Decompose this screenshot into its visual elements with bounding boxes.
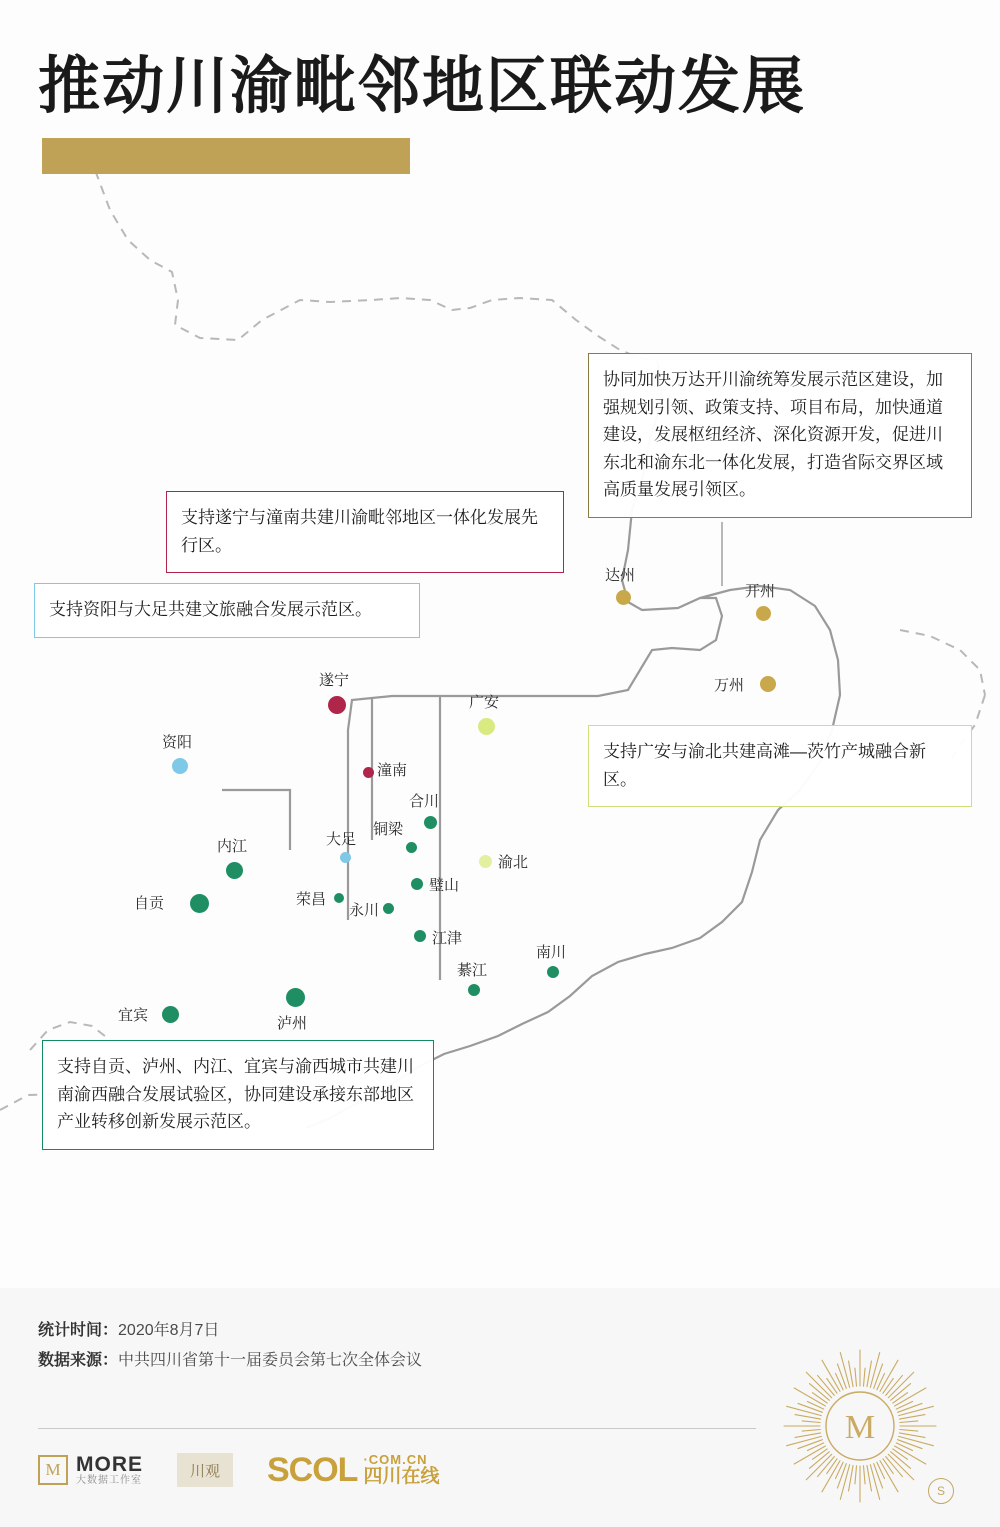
city-label: 江津 (432, 930, 463, 947)
svg-text:M: M (844, 1409, 876, 1446)
city-dot (162, 1006, 179, 1023)
city-dot (340, 852, 351, 863)
callout-text: 支持遂宁与潼南共建川渝毗邻地区一体化发展先行区。 (181, 508, 538, 555)
footer-source-row (38, 1346, 422, 1376)
scol-wordmark: SCOL (267, 1451, 358, 1489)
scol-domain: ·COM.CN (363, 1452, 428, 1468)
city-dot (411, 878, 423, 890)
city-label: 开州 (745, 583, 776, 600)
city-label: 泸州 (277, 1015, 308, 1032)
callout-guangan-yubei (588, 725, 972, 807)
city-label: 资阳 (162, 734, 193, 751)
callout-text: 支持广安与渝北共建高滩—茨竹产城融合新区。 (603, 742, 926, 789)
footer-badge: S (928, 1478, 954, 1504)
callout-suining-tongnan (166, 491, 564, 573)
footer (0, 1288, 1000, 1527)
city-label: 荣昌 (296, 891, 327, 908)
city-dot (479, 855, 492, 868)
city-label: 璧山 (429, 877, 460, 894)
city-label: 渝北 (498, 854, 529, 871)
city-dot (424, 816, 437, 829)
city-dot (547, 966, 559, 978)
city-label: 大足 (326, 831, 357, 848)
city-label: 内江 (217, 838, 248, 855)
callout-ziyang-dazu (34, 583, 420, 638)
city-dot (616, 590, 631, 605)
footer-time-row (38, 1316, 422, 1346)
footer-metadata (38, 1316, 422, 1375)
footer-time-label: 统计时间： (38, 1322, 119, 1339)
city-dot (756, 606, 771, 621)
page-title: 推动川渝毗邻地区联动发展 (38, 52, 807, 121)
city-label: 南川 (536, 944, 567, 961)
city-dot (226, 862, 243, 879)
more-logo-name: MORE (76, 1452, 143, 1476)
city-dot (172, 758, 188, 774)
city-label: 铜梁 (373, 821, 404, 838)
city-dot (190, 894, 209, 913)
more-logo-sub: 大数据工作室 (76, 1474, 142, 1486)
callout-text: 协同加快万达开川渝统筹发展示范区建设，加强规划引领、政策支持、项目布局，加快通道建设，发展枢纽经济、深化资源开发，促进川东北和渝东北一体化发展，打造省际交界区域高质量发展引领区。 (603, 370, 943, 500)
city-dot (363, 767, 374, 778)
footer-divider (38, 1428, 756, 1429)
city-label: 潼南 (377, 762, 408, 779)
city-label: 万州 (714, 677, 745, 694)
city-label: 合川 (409, 793, 440, 810)
city-label: 宜宾 (118, 1007, 149, 1024)
sunburst-emblem-icon (780, 1346, 940, 1506)
footer-logos (38, 1453, 439, 1487)
city-dot (468, 984, 480, 996)
logo-scol[interactable] (267, 1453, 439, 1487)
city-dot (406, 842, 417, 853)
city-dot (383, 903, 394, 914)
footer-source-label: 数据来源： (38, 1351, 119, 1369)
city-label: 达州 (605, 567, 636, 584)
callout-chuannan-yuxi (42, 1040, 434, 1150)
title-underline-band (42, 138, 410, 174)
callout-wanda-kai (588, 353, 972, 518)
footer-time-value: 2020年8月7日 (118, 1322, 220, 1339)
callout-text: 支持自贡、泸州、内江、宜宾与渝西城市共建川南渝西融合发展试验区，协同建设承接东部地区产业转移创新发展示范区。 (57, 1057, 414, 1132)
city-dot (334, 893, 344, 903)
logo-chuanguan[interactable]: 川观 (177, 1453, 233, 1487)
city-label: 永川 (349, 902, 380, 919)
city-dot (414, 930, 426, 942)
city-label: 綦江 (457, 962, 488, 979)
scol-chinese-name: 四川在线 (363, 1466, 440, 1488)
city-label: 遂宁 (319, 672, 350, 689)
city-label: 自贡 (134, 895, 165, 912)
footer-source-value: 中共四川省第十一届委员会第七次全体会议 (118, 1351, 423, 1369)
city-dot (478, 718, 495, 735)
logo-more[interactable] (38, 1454, 143, 1487)
city-label: 广安 (469, 694, 500, 711)
city-dot (286, 988, 305, 1007)
callout-text: 支持资阳与大足共建文旅融合发展示范区。 (49, 600, 372, 619)
map-area (0, 150, 1000, 1280)
city-dot (328, 696, 346, 714)
city-dot (760, 676, 776, 692)
more-monogram-icon: M (38, 1455, 68, 1485)
